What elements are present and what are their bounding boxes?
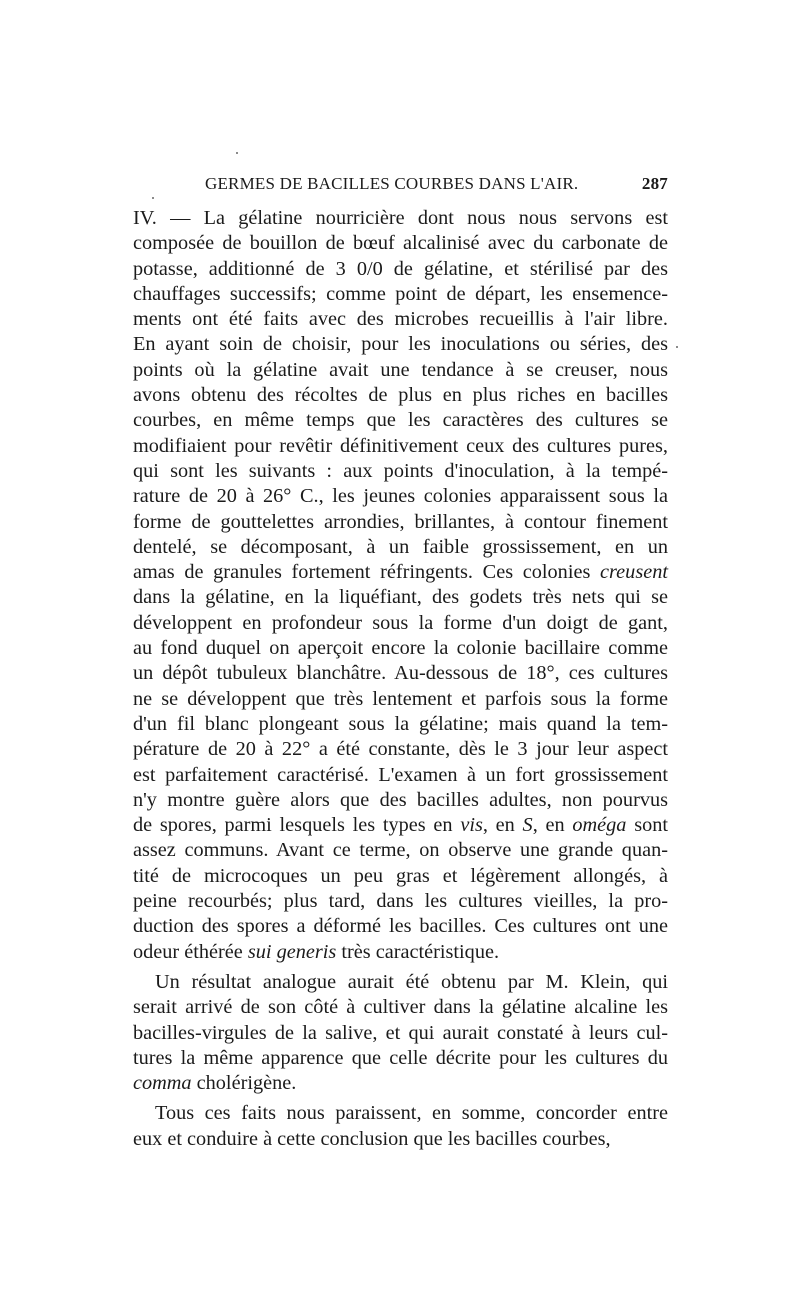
- text-line: forme de gouttelettes arrondies, brillantes, à contour finement: [133, 510, 668, 533]
- text-line: développent en profondeur sous la forme d'un doigt de gant,: [133, 611, 668, 634]
- text-line: amas de granules fortement réfringents. Ces colonies creusent: [133, 561, 668, 584]
- text-line: chauffages successifs; comme point de départ, les ensemence-: [133, 282, 668, 305]
- text-line: courbes, en même temps que les caractères des cultures se: [133, 409, 668, 432]
- text-line: tures la même apparence que celle décrite pour les cultures du: [133, 1046, 668, 1069]
- text-line: d'un fil blanc plongeant sous la gélatine; mais quand la tem-: [133, 712, 668, 735]
- text-line: odeur éthérée sui generis très caractéristique.: [133, 940, 500, 963]
- text-line: points où la gélatine avait une tendance à se creuser, nous: [133, 358, 668, 381]
- page-number: 287: [641, 174, 668, 193]
- text-line: Tous ces faits nous paraissent, en somme, concorder entre: [155, 1102, 668, 1125]
- paragraph: [133, 1101, 668, 1152]
- text-line: modifiaient pour revêtir définitivement ceux des cultures pures,: [133, 434, 668, 457]
- text-line: ments ont été faits avec des microbes recueillis à l'air libre.: [133, 308, 668, 331]
- text-line: au fond duquel on aperçoit encore la colonie bacillaire comme: [133, 637, 668, 660]
- text-line: bacilles-virgules de la salive, et qui aurait constaté à leurs cul-: [133, 1021, 668, 1044]
- text-line: duction des spores a déformé les bacilles. Ces cultures ont une: [133, 915, 668, 938]
- text-line: Un résultat analogue aurait été obtenu par M. Klein, qui: [155, 970, 668, 993]
- text-line: pérature de 20 à 22° a été constante, dès le 3 jour leur aspect: [133, 738, 668, 761]
- text-line: eux et conduire à cette conclusion que les bacilles courbes,: [133, 1127, 611, 1150]
- text-line: ne se développent que très lentement et parfois sous la forme: [133, 687, 668, 710]
- text-line: dans la gélatine, en la liquéfiant, des godets très nets qui se: [133, 586, 668, 609]
- text-line: dentelé, se décomposant, à un faible grossissement, en un: [133, 535, 668, 558]
- text-line: avons obtenu des récoltes de plus en plus riches en bacilles: [133, 384, 668, 407]
- text-line: n'y montre guère alors que des bacilles adultes, non pourvus: [133, 788, 668, 811]
- text-line: tité de microcoques un peu gras et légèrement allongés, à: [133, 864, 668, 887]
- text-line: assez communs. Avant ce terme, on observe une grande quan-: [133, 839, 668, 862]
- text-line: rature de 20 à 26° C., les jeunes colonies apparaissent sous la: [133, 485, 668, 508]
- text-line: est parfaitement caractérisé. L'examen à un fort grossissement: [133, 763, 668, 786]
- text-line: En ayant soin de choisir, pour les inoculations ou séries, des: [133, 333, 668, 356]
- paragraph: [133, 206, 668, 965]
- text-line: peine recourbés; plus tard, dans les cultures vieilles, la pro-: [133, 890, 668, 913]
- running-title: GERMES DE BACILLES COURBES DANS L'AIR.: [205, 174, 579, 193]
- print-speck: [236, 152, 238, 154]
- text-line: potasse, additionné de 3 0/0 de gélatine, et stérilisé par des: [133, 257, 668, 280]
- text-line: IV. — La gélatine nourricière dont nous nous servons est: [133, 207, 668, 229]
- text-line: qui sont les suivants : aux points d'inoculation, à la tempé-: [133, 459, 668, 482]
- text-line: de spores, parmi lesquels les types en vis, en S, en oméga sont: [133, 814, 668, 837]
- text-line: serait arrivé de son côté à cultiver dans la gélatine alcaline les: [133, 996, 668, 1019]
- text-line: comma cholérigène.: [133, 1072, 297, 1095]
- print-speck: [152, 197, 154, 199]
- text-line: un dépôt tubuleux blanchâtre. Au-dessous de 18°, ces cultures: [133, 662, 668, 685]
- text-line: composée de bouillon de bœuf alcalinisé avec du carbonate de: [133, 232, 668, 255]
- print-speck: [676, 346, 678, 348]
- paragraph: [133, 970, 668, 1096]
- body-text: [133, 206, 668, 1152]
